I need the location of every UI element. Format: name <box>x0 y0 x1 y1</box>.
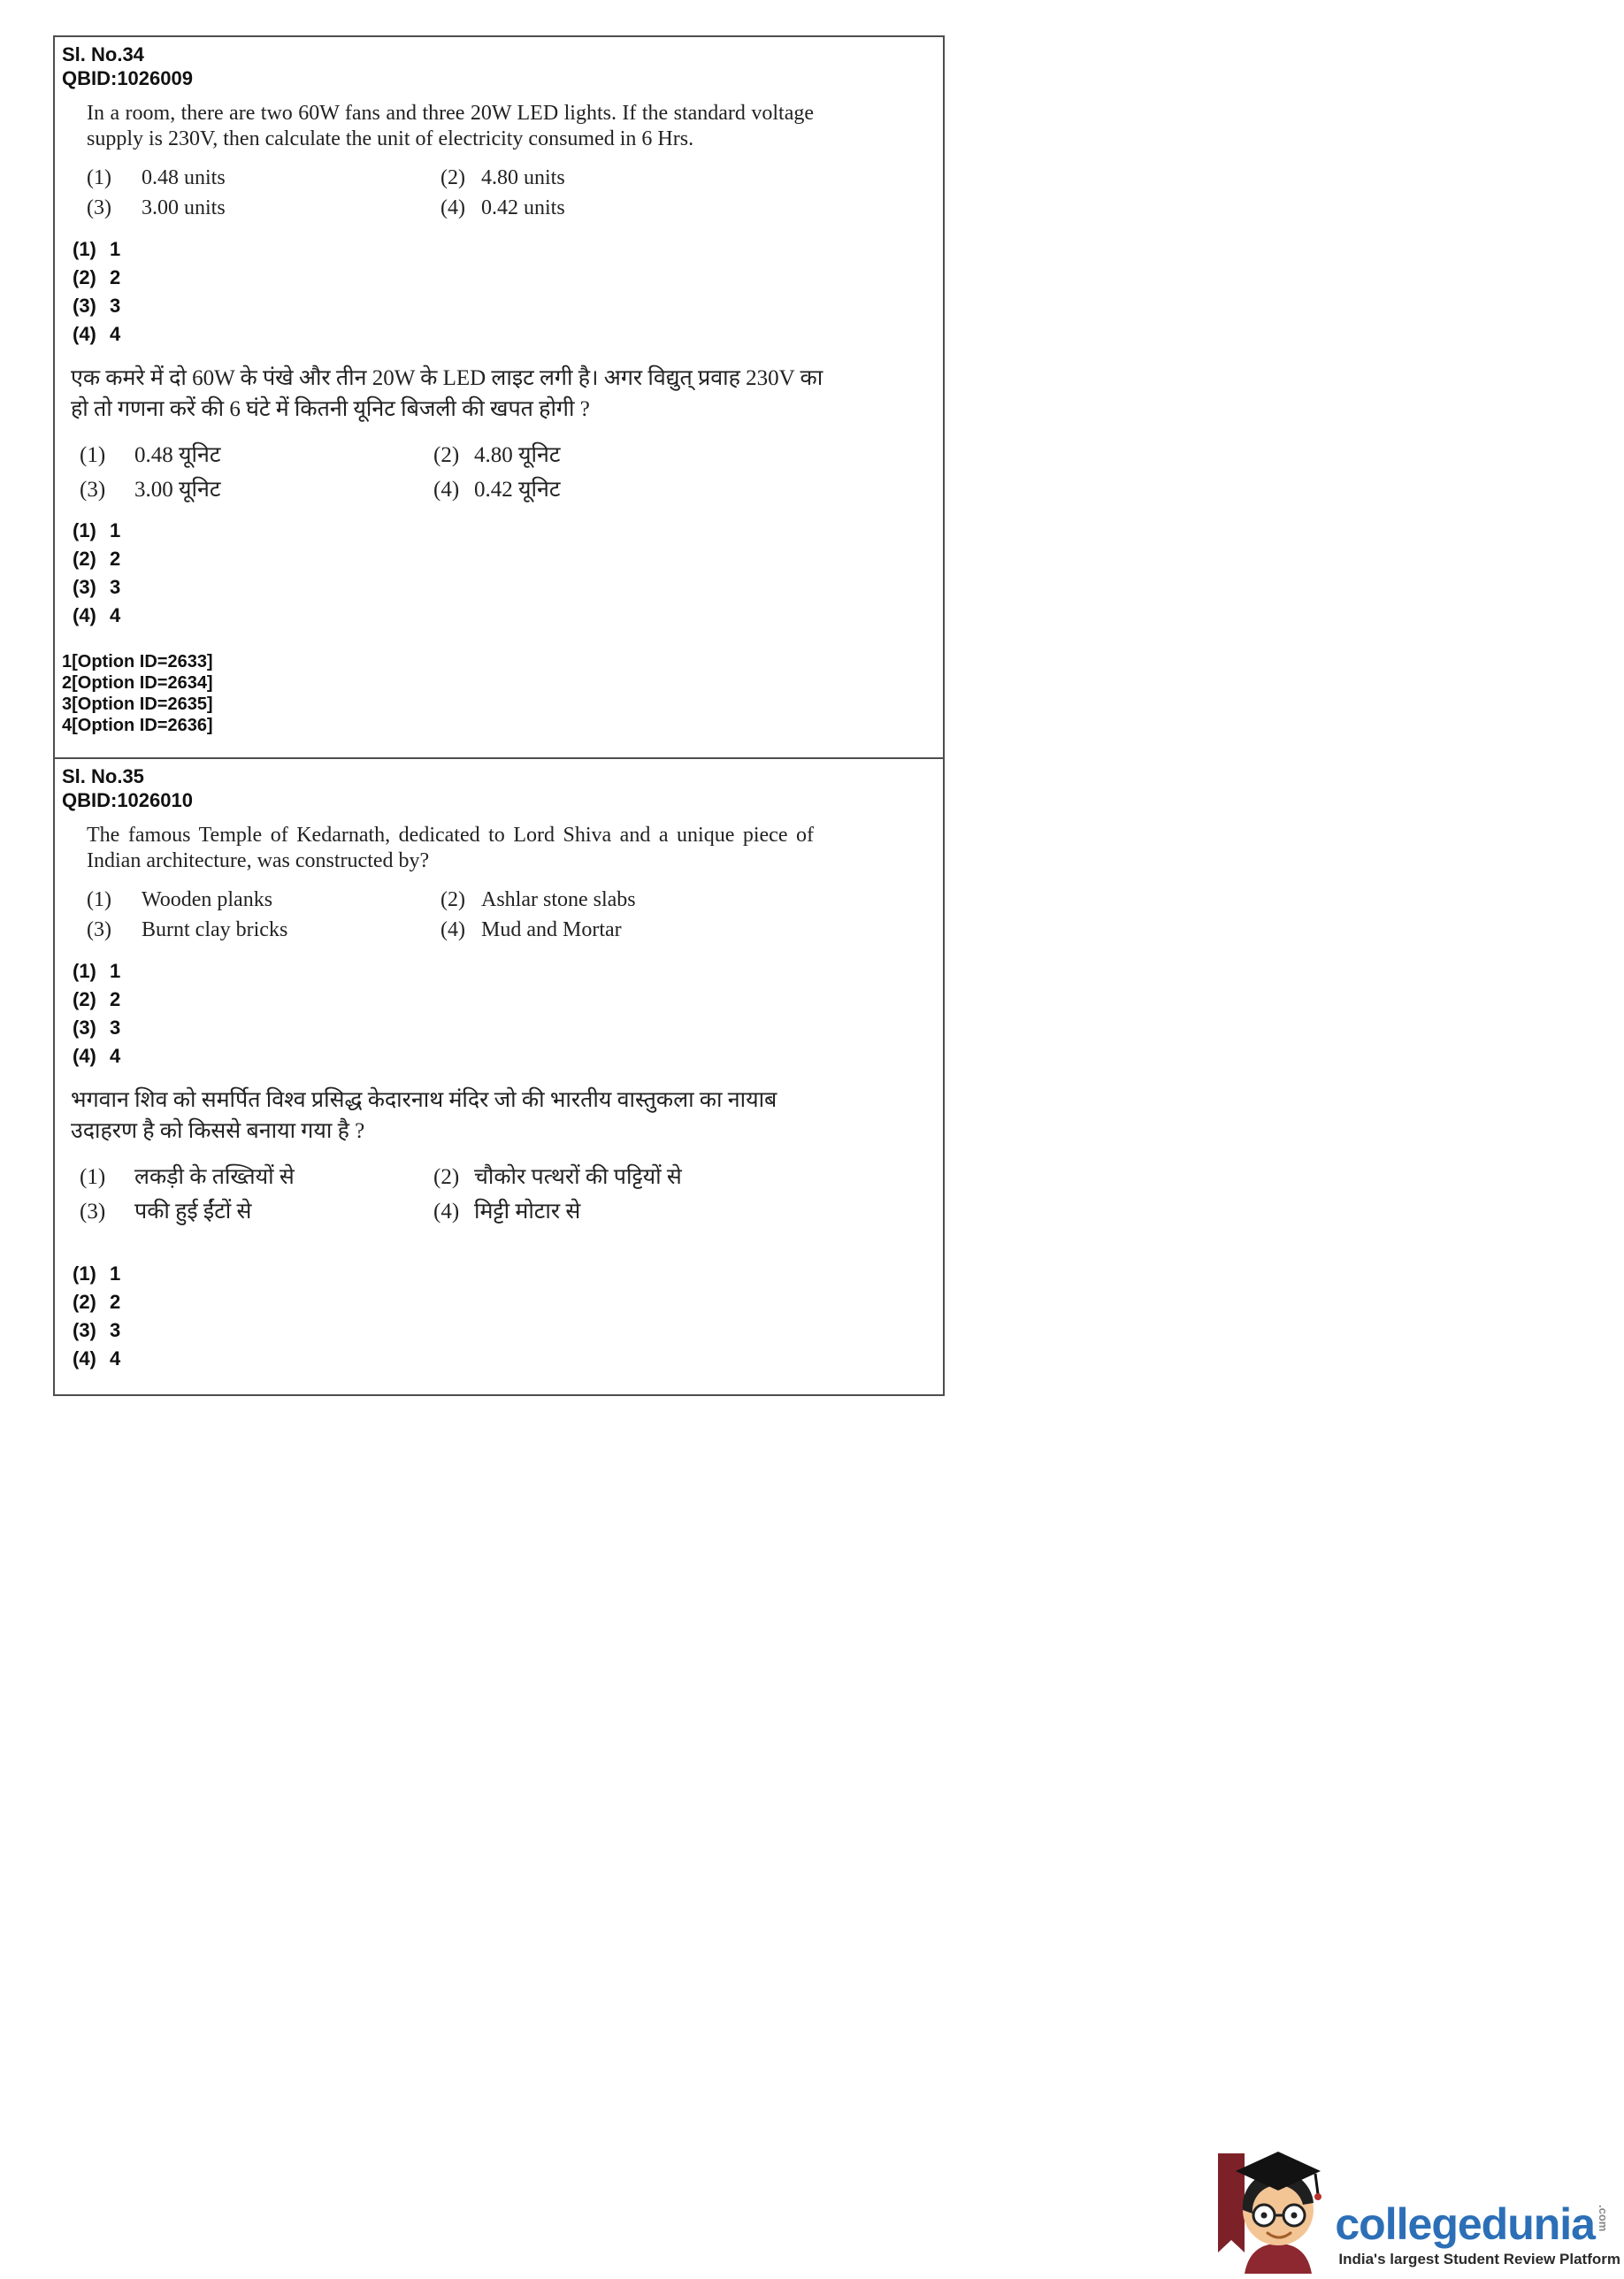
answer-key-row <box>73 320 931 349</box>
option-number: (2) <box>433 1165 460 1189</box>
answer-number: (3) <box>73 295 96 317</box>
answer-number: (2) <box>73 1291 96 1313</box>
answer-key-list <box>73 1260 931 1373</box>
answer-key-row <box>73 1316 931 1345</box>
question-text-hindi: भगवान शिव को समर्पित विश्व प्रसिद्ध केदारनाथ मंदिर जो की भारतीय वास्तुकला का नायाब उदाहरण है को किससे बनाया गया है ? <box>71 1088 778 1143</box>
answer-number: (1) <box>73 238 96 260</box>
option-number: (2) <box>433 443 460 467</box>
brand-text <box>1335 2201 1620 2274</box>
question-text-english: In a room, there are two 60W fans and three 20W LED lights. If the standard voltage supply is 230V, then calculate the unit of electricity consumed in 6 Hrs. <box>87 102 814 150</box>
answer-value: 2 <box>110 548 121 570</box>
answer-value: 3 <box>110 1017 121 1039</box>
option-number: (4) <box>440 918 465 941</box>
option-text: पकी हुई ईंटों से <box>134 1200 252 1224</box>
answer-key-row <box>73 235 931 264</box>
serial-number: Sl. No.34 <box>62 43 144 65</box>
answer-key-list <box>73 235 931 349</box>
qbid: QBID:1026009 <box>62 67 193 89</box>
option-number: (2) <box>440 888 465 911</box>
option-row <box>80 473 931 508</box>
option-text: 3.00 यूनिट <box>134 478 221 502</box>
option-text: 4.80 units <box>481 166 565 189</box>
option-text: लकड़ी के तख्तियों से <box>134 1165 295 1189</box>
collegedunia-logo <box>1213 2139 1620 2274</box>
question-block-35 <box>55 757 943 1394</box>
answer-number: (1) <box>73 519 96 541</box>
option-number: (4) <box>440 196 465 219</box>
answer-key-row <box>73 517 931 545</box>
answer-number: (3) <box>73 1017 96 1039</box>
answer-value: 2 <box>110 988 121 1010</box>
option-text: Ashlar stone slabs <box>481 888 636 911</box>
answer-number: (4) <box>73 323 96 345</box>
option-number: (1) <box>87 888 111 911</box>
option-number: (1) <box>80 1165 106 1189</box>
answer-value: 3 <box>110 1319 121 1341</box>
answer-key-row <box>73 573 931 602</box>
option-text: 0.48 यूनिट <box>134 443 221 467</box>
answer-value: 4 <box>110 1045 121 1067</box>
option-row <box>87 166 931 196</box>
option-number: (3) <box>87 918 111 941</box>
question-text-hindi: एक कमरे में दो 60W के पंखे और तीन 20W के LED लाइट लगी है। अगर विद्युत् प्रवाह 230V का हो तो गणना करें की 6 घंटे में कितनी यूनिट बिजली की खपत होगी ? <box>71 366 823 421</box>
question-block-34 <box>55 37 943 757</box>
question-table <box>53 35 945 1396</box>
option-text: 0.42 यूनिट <box>474 478 561 502</box>
option-row <box>87 196 931 226</box>
answer-number: (4) <box>73 604 96 626</box>
answer-key-row <box>73 986 931 1014</box>
answer-number: (3) <box>73 1319 96 1341</box>
answer-key-row <box>73 602 931 630</box>
answer-key-row <box>73 292 931 320</box>
answer-value: 4 <box>110 1347 121 1370</box>
answer-value: 3 <box>110 576 121 598</box>
option-number: (3) <box>87 196 111 219</box>
option-text: 3.00 units <box>142 196 226 219</box>
answer-number: (3) <box>73 576 96 598</box>
collegedunia-mascot-icon <box>1213 2139 1329 2274</box>
answer-key-row <box>73 1288 931 1316</box>
answer-value: 2 <box>110 266 121 288</box>
option-row <box>80 439 931 473</box>
option-number: (4) <box>433 1200 460 1224</box>
answer-value: 4 <box>110 604 121 626</box>
option-row <box>80 1161 931 1195</box>
option-text: 0.48 units <box>142 166 226 189</box>
question-text-english: The famous Temple of Kedarnath, dedicated to Lord Shiva and a unique piece of Indian architecture, was constructed by? <box>87 824 814 872</box>
answer-key-list <box>73 517 931 630</box>
option-id: 2[Option ID=2634] <box>62 673 213 693</box>
option-id-list <box>62 651 931 736</box>
brand-domain-suffix: .com <box>1597 2205 1610 2232</box>
answer-key-row <box>73 1345 931 1373</box>
option-number: (2) <box>440 166 465 189</box>
option-number: (3) <box>80 1200 106 1224</box>
answer-key-row <box>73 1260 931 1288</box>
brand-name: collegedunia <box>1335 2199 1595 2249</box>
serial-number: Sl. No.35 <box>62 765 144 787</box>
answer-value: 1 <box>110 1262 121 1285</box>
answer-key-row <box>73 545 931 573</box>
answer-key-row <box>73 957 931 986</box>
answer-key-row <box>73 1014 931 1042</box>
answer-key-list <box>73 957 931 1070</box>
answer-key-row <box>73 1042 931 1070</box>
options-english <box>87 888 931 948</box>
brand-line <box>1335 2201 1620 2247</box>
option-id: 3[Option ID=2635] <box>62 694 213 714</box>
answer-value: 4 <box>110 323 121 345</box>
options-english <box>87 166 931 226</box>
option-id: 1[Option ID=2633] <box>62 652 213 671</box>
answer-number: (2) <box>73 548 96 570</box>
answer-number: (4) <box>73 1347 96 1370</box>
answer-number: (4) <box>73 1045 96 1067</box>
answer-number: (2) <box>73 988 96 1010</box>
option-number: (1) <box>80 443 106 467</box>
option-text: 4.80 यूनिट <box>474 443 561 467</box>
brand-tagline: India's largest Student Review Platform <box>1338 2251 1620 2267</box>
option-number: (1) <box>87 166 111 189</box>
qbid: QBID:1026010 <box>62 789 193 811</box>
answer-number: (1) <box>73 1262 96 1285</box>
option-text: मिट्टी मोटार से <box>474 1200 581 1224</box>
answer-value: 1 <box>110 238 121 260</box>
option-text: 0.42 units <box>481 196 565 219</box>
options-hindi <box>80 439 931 508</box>
option-text: Wooden planks <box>142 888 273 911</box>
option-text: Burnt clay bricks <box>142 918 288 941</box>
option-row <box>80 1195 931 1230</box>
option-id: 4[Option ID=2636] <box>62 716 213 735</box>
option-row <box>87 888 931 918</box>
answer-key-row <box>73 264 931 292</box>
option-number: (4) <box>433 478 460 502</box>
answer-number: (2) <box>73 266 96 288</box>
option-text: Mud and Mortar <box>481 918 622 941</box>
answer-value: 2 <box>110 1291 121 1313</box>
option-number: (3) <box>80 478 106 502</box>
options-hindi <box>80 1161 931 1230</box>
answer-value: 3 <box>110 295 121 317</box>
option-row <box>87 918 931 948</box>
answer-number: (1) <box>73 960 96 982</box>
option-text: चौकोर पत्थरों की पट्टियों से <box>474 1165 682 1189</box>
answer-value: 1 <box>110 960 121 982</box>
answer-value: 1 <box>110 519 121 541</box>
